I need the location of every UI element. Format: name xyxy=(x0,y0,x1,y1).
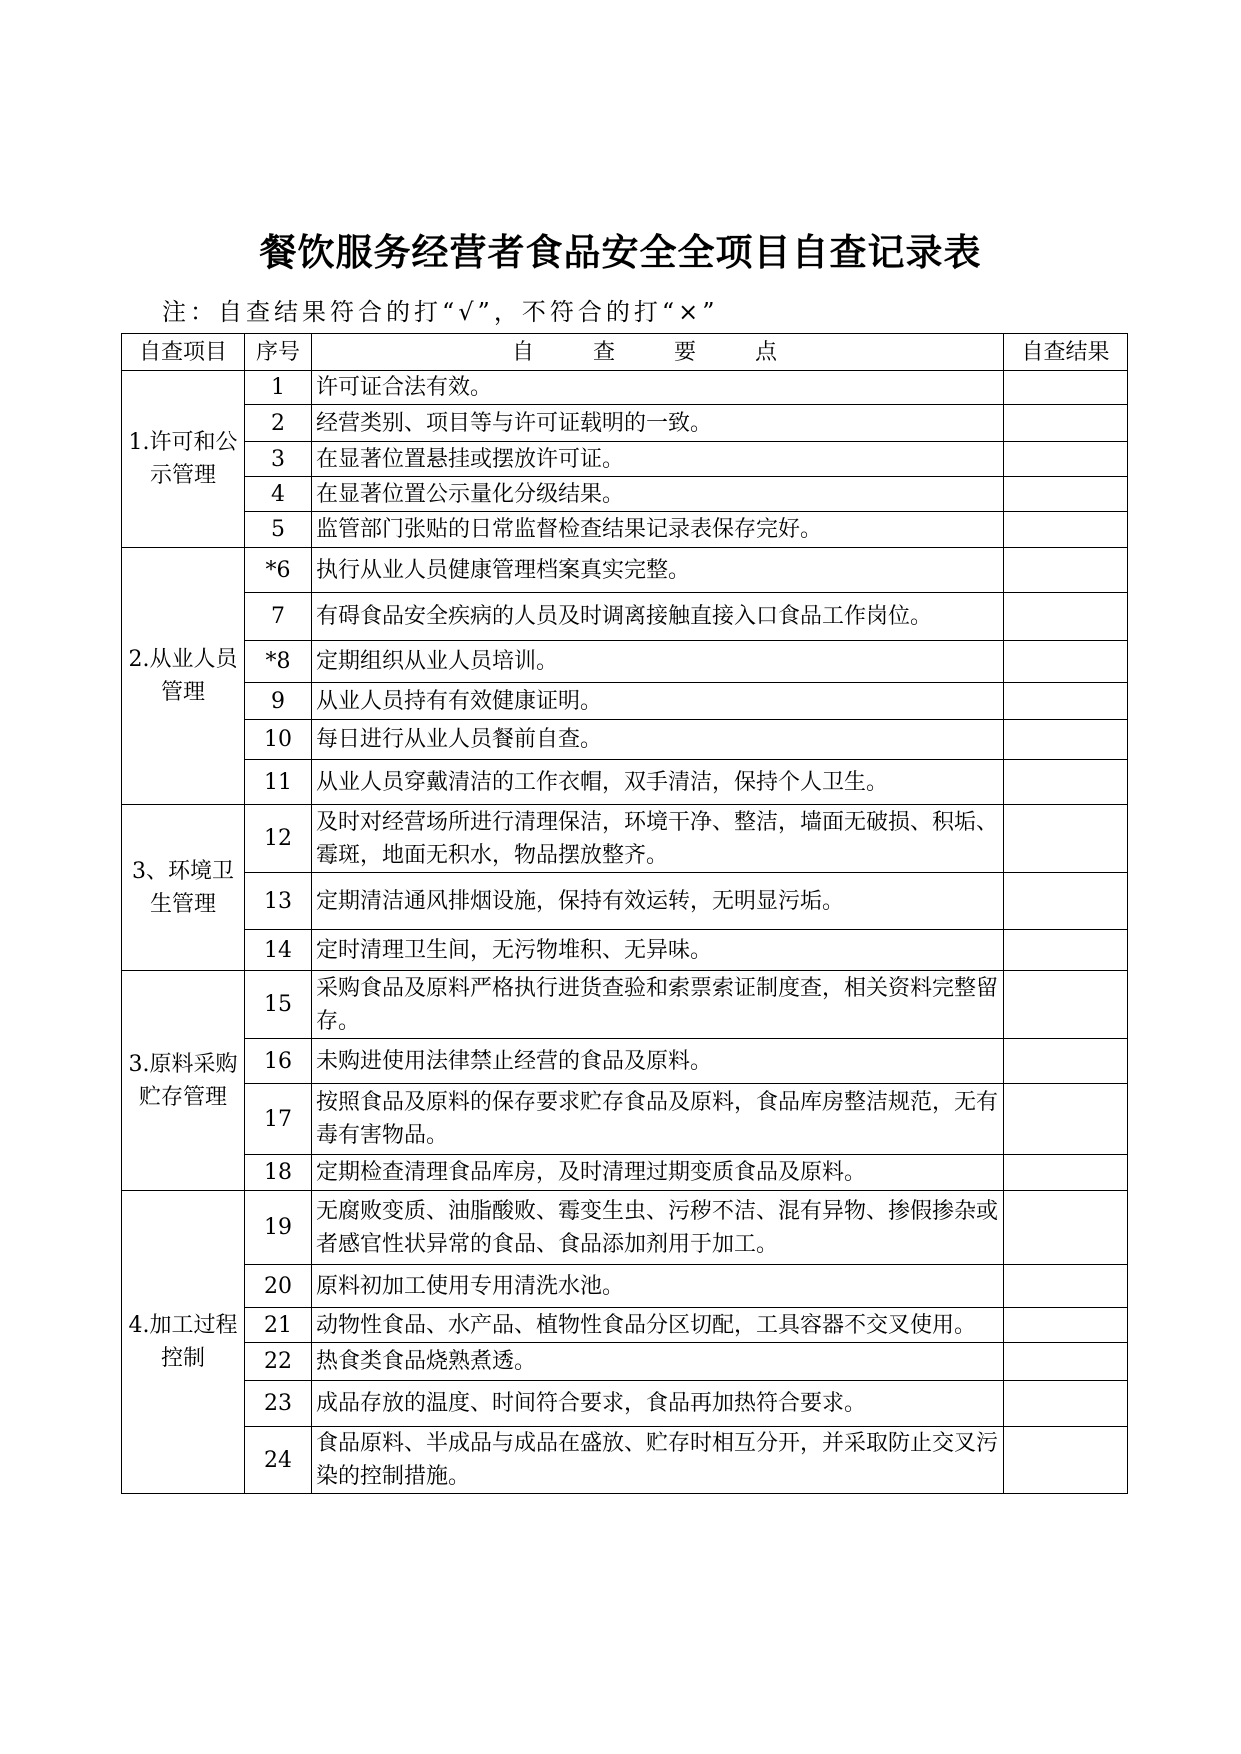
header-result: 自查结果 xyxy=(1004,334,1128,371)
table-row xyxy=(122,805,1128,873)
self-check-result-cell[interactable] xyxy=(1004,442,1128,477)
table-row xyxy=(122,1039,1128,1084)
document-title: 餐饮服务经营者食品安全全项目自查记录表 xyxy=(259,231,982,274)
self-check-result-cell[interactable] xyxy=(1004,1084,1128,1155)
check-point-text: 无腐败变质、油脂酸败、霉变生虫、污秽不洁、混有异物、掺假掺杂或者感官性状异常的食品、食品添加剂用于加工。 xyxy=(312,1191,1004,1265)
check-point-text: 未购进使用法律禁止经营的食品及原料。 xyxy=(312,1039,1004,1084)
item-number: 4 xyxy=(245,477,312,512)
item-number: 5 xyxy=(245,512,312,548)
header-points: 自 查 要 点 xyxy=(312,334,1004,371)
table-row xyxy=(122,873,1128,930)
item-number: 11 xyxy=(245,760,312,805)
self-check-result-cell[interactable] xyxy=(1004,1427,1128,1494)
self-check-result-cell[interactable] xyxy=(1004,873,1128,930)
check-point-text: 监管部门张贴的日常监督检查结果记录表保存完好。 xyxy=(312,512,1004,548)
self-check-result-cell[interactable] xyxy=(1004,930,1128,971)
table-row xyxy=(122,641,1128,683)
table-row xyxy=(122,1343,1128,1381)
item-number: 14 xyxy=(245,930,312,971)
item-number: 7 xyxy=(245,593,312,641)
self-check-result-cell[interactable] xyxy=(1004,593,1128,641)
table-row xyxy=(122,971,1128,1039)
self-check-result-cell[interactable] xyxy=(1004,1191,1128,1265)
table-row xyxy=(122,1084,1128,1155)
item-number: 24 xyxy=(245,1427,312,1494)
check-point-text: 食品原料、半成品与成品在盛放、贮存时相互分开，并采取防止交叉污染的控制措施。 xyxy=(312,1427,1004,1494)
check-point-text: 热食类食品烧熟煮透。 xyxy=(312,1343,1004,1381)
item-number: 20 xyxy=(245,1265,312,1308)
self-check-result-cell[interactable] xyxy=(1004,512,1128,548)
self-check-table xyxy=(121,333,1128,1494)
table-row xyxy=(122,1381,1128,1427)
item-number: 1 xyxy=(245,371,312,405)
self-check-result-cell[interactable] xyxy=(1004,548,1128,593)
self-check-result-cell[interactable] xyxy=(1004,805,1128,873)
self-check-result-cell[interactable] xyxy=(1004,405,1128,442)
self-check-result-cell[interactable] xyxy=(1004,1039,1128,1084)
item-number: 16 xyxy=(245,1039,312,1084)
check-point-text: 从业人员穿戴清洁的工作衣帽，双手清洁，保持个人卫生。 xyxy=(312,760,1004,805)
table-row xyxy=(122,548,1128,593)
item-number: 15 xyxy=(245,971,312,1039)
item-number: *6 xyxy=(245,548,312,593)
self-check-result-cell[interactable] xyxy=(1004,1343,1128,1381)
table-header-row xyxy=(122,334,1128,371)
check-point-text: 有碍食品安全疾病的人员及时调离接触直接入口食品工作岗位。 xyxy=(312,593,1004,641)
instruction-note: 注：自查结果符合的打“√”，不符合的打“×” xyxy=(162,298,719,326)
item-number: 18 xyxy=(245,1155,312,1191)
self-check-result-cell[interactable] xyxy=(1004,477,1128,512)
self-check-result-cell[interactable] xyxy=(1004,971,1128,1039)
self-check-result-cell[interactable] xyxy=(1004,641,1128,683)
table-row xyxy=(122,442,1128,477)
table-row xyxy=(122,371,1128,405)
check-point-text: 动物性食品、水产品、植物性食品分区切配，工具容器不交叉使用。 xyxy=(312,1308,1004,1343)
table-row xyxy=(122,1265,1128,1308)
check-point-text: 按照食品及原料的保存要求贮存食品及原料，食品库房整洁规范，无有毒有害物品。 xyxy=(312,1084,1004,1155)
item-number: 21 xyxy=(245,1308,312,1343)
check-point-text: 执行从业人员健康管理档案真实完整。 xyxy=(312,548,1004,593)
table-row xyxy=(122,1191,1128,1265)
check-point-text: 在显著位置公示量化分级结果。 xyxy=(312,477,1004,512)
check-point-text: 经营类别、项目等与许可证载明的一致。 xyxy=(312,405,1004,442)
table-body xyxy=(122,371,1128,1494)
item-number: 12 xyxy=(245,805,312,873)
check-point-text: 及时对经营场所进行清理保洁，环境干净、整洁，墙面无破损、积垢、霉斑，地面无积水，物品摆放整齐。 xyxy=(312,805,1004,873)
item-number: 13 xyxy=(245,873,312,930)
check-point-text: 在显著位置悬挂或摆放许可证。 xyxy=(312,442,1004,477)
self-check-result-cell[interactable] xyxy=(1004,1308,1128,1343)
check-point-text: 定期检查清理食品库房，及时清理过期变质食品及原料。 xyxy=(312,1155,1004,1191)
item-number: 19 xyxy=(245,1191,312,1265)
self-check-result-cell[interactable] xyxy=(1004,1155,1128,1191)
self-check-result-cell[interactable] xyxy=(1004,1381,1128,1427)
item-number: 22 xyxy=(245,1343,312,1381)
item-number: 9 xyxy=(245,683,312,720)
item-number: 17 xyxy=(245,1084,312,1155)
table-row xyxy=(122,1308,1128,1343)
category-cell: 4.加工过程控制 xyxy=(122,1191,245,1494)
self-check-result-cell[interactable] xyxy=(1004,683,1128,720)
table-row xyxy=(122,477,1128,512)
check-point-text: 原料初加工使用专用清洗水池。 xyxy=(312,1265,1004,1308)
table-row xyxy=(122,1155,1128,1191)
category-cell: 3.原料采购贮存管理 xyxy=(122,971,245,1191)
check-point-text: 每日进行从业人员餐前自查。 xyxy=(312,720,1004,760)
table-row xyxy=(122,930,1128,971)
table-row xyxy=(122,720,1128,760)
item-number: 2 xyxy=(245,405,312,442)
check-point-text: 许可证合法有效。 xyxy=(312,371,1004,405)
table-row xyxy=(122,683,1128,720)
table-row xyxy=(122,405,1128,442)
item-number: 10 xyxy=(245,720,312,760)
self-check-result-cell[interactable] xyxy=(1004,1265,1128,1308)
item-number: *8 xyxy=(245,641,312,683)
self-check-result-cell[interactable] xyxy=(1004,371,1128,405)
check-point-text: 成品存放的温度、时间符合要求，食品再加热符合要求。 xyxy=(312,1381,1004,1427)
header-category: 自查项目 xyxy=(122,334,245,371)
table-row xyxy=(122,512,1128,548)
category-cell: 1.许可和公示管理 xyxy=(122,371,245,548)
item-number: 3 xyxy=(245,442,312,477)
check-point-text: 定期清洁通风排烟设施，保持有效运转，无明显污垢。 xyxy=(312,873,1004,930)
check-point-text: 定期组织从业人员培训。 xyxy=(312,641,1004,683)
category-cell: 2.从业人员管理 xyxy=(122,548,245,805)
category-cell: 3、环境卫生管理 xyxy=(122,805,245,971)
check-point-text: 采购食品及原料严格执行进货查验和索票索证制度查，相关资料完整留存。 xyxy=(312,971,1004,1039)
self-check-result-cell[interactable] xyxy=(1004,720,1128,760)
table-row xyxy=(122,760,1128,805)
table-row xyxy=(122,1427,1128,1494)
self-check-result-cell[interactable] xyxy=(1004,760,1128,805)
item-number: 23 xyxy=(245,1381,312,1427)
header-number: 序号 xyxy=(245,334,312,371)
check-point-text: 从业人员持有有效健康证明。 xyxy=(312,683,1004,720)
check-point-text: 定时清理卫生间，无污物堆积、无异味。 xyxy=(312,930,1004,971)
table-row xyxy=(122,593,1128,641)
